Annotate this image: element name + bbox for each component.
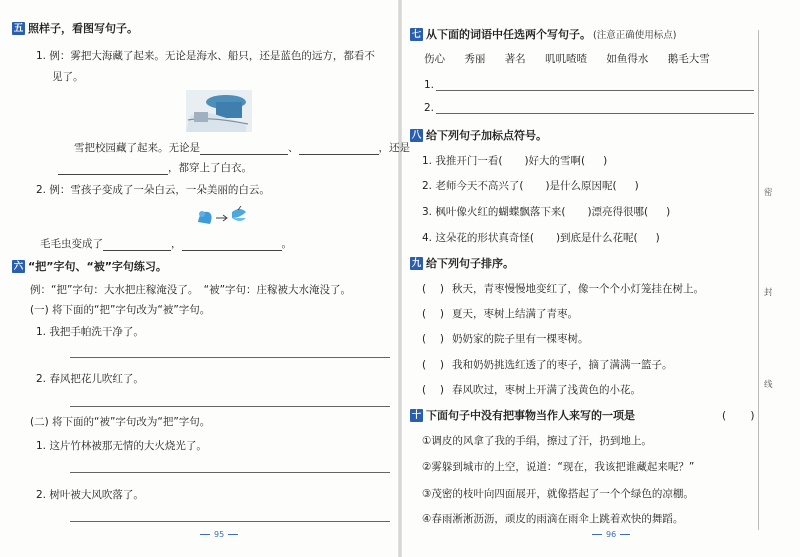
blank-1[interactable] (200, 143, 288, 155)
section-8-badge: 八 (411, 129, 422, 141)
section-7-heading (410, 26, 676, 42)
sec6-part2-instruction: (二) 将下面的“被”字句改为“把”字句。 (30, 416, 211, 428)
sec6-p1-q1: 1. 我把手帕洗干净了。 (36, 326, 144, 338)
sec10-option-3: ③茂密的枝叶向四面展开，就像搭起了一个个绿色的凉棚。 (422, 488, 694, 500)
blank-2[interactable] (299, 143, 379, 155)
sec5-q1-line1: 1. 例：雾把大海藏了起来。无论是海水、船只，还是蓝色的远方，都看不 (36, 50, 375, 62)
section-5-badge: 五 (13, 22, 24, 34)
binding-mark-2: 封 (764, 288, 773, 298)
sec7-answer-line-1[interactable] (436, 90, 754, 91)
section-6-badge: 六 (13, 260, 24, 272)
sec9-item-1: ( ) 秋天，青枣慢慢地变红了，像一个个小灯笼挂在树上。 (422, 283, 704, 295)
sec6-part1-instruction: (一) 将下面的“把”字句改为“被”字句。 (30, 304, 211, 316)
answer-line-3[interactable] (70, 472, 390, 473)
word-1: 伤心 (424, 53, 445, 65)
sec10-option-1: ①调皮的风拿了我的手绢，擦过了汗，扔到地上。 (422, 435, 652, 447)
sec5-q1-end: ，都穿上了白衣。 (168, 162, 252, 174)
section-5-heading (12, 20, 138, 36)
binding-mark-1: 密 (764, 188, 773, 198)
order-paren[interactable]: ( ) (422, 359, 445, 371)
section-5-title: 照样子，看图写句子。 (28, 22, 138, 35)
sec10-option-2: ②雾躲到城市的上空，说道：“现在，我该把谁藏起来呢？” (422, 461, 695, 473)
answer-line-2[interactable] (70, 406, 390, 407)
word-bank (424, 51, 710, 66)
sec5-q1-sep2: ，还是 (378, 142, 410, 154)
sec6-p2-q1: 1. 这片竹林被那无情的大火烧光了。 (36, 440, 207, 452)
word-4: 叽叽喳喳 (545, 53, 588, 65)
sec9-item-4: ( ) 我和奶奶挑选红透了的枣子，摘了满满一篮子。 (422, 359, 673, 371)
sec5-q2-end: 。 (281, 238, 292, 250)
sec8-q2: 2. 老师今天不高兴了( )是什么原因呢( ) (422, 180, 639, 192)
section-10-title: 下面句子中没有把事物当作人来写的一项是 (426, 409, 635, 422)
section-10-heading (410, 407, 635, 423)
section-9-heading (410, 255, 514, 271)
blank-4[interactable] (103, 239, 171, 251)
sec6-example: 例：“把”字句：大水把庄稼淹没了。 “被”字句：庄稼被大水淹没了。 (30, 284, 352, 296)
sec5-q1-fill-row2 (58, 160, 252, 175)
section-8-title: 给下列句子加标点符号。 (426, 129, 547, 142)
caterpillar-to-butterfly-picture (194, 204, 250, 228)
word-3: 著名 (504, 53, 526, 65)
sec10-option-4: ④春雨淅淅沥沥，顽皮的雨滴在雨伞上跳着欢快的舞蹈。 (422, 513, 684, 525)
snowy-school-picture (186, 90, 252, 132)
sec5-q1-fill-row1 (74, 140, 410, 155)
sec7-line2-label: 2. (424, 102, 435, 114)
order-paren[interactable]: ( ) (422, 283, 445, 295)
sec5-q2-fill (40, 236, 292, 251)
section-9-badge: 九 (411, 257, 422, 269)
binding-line (758, 30, 759, 530)
right-page-number: 96 (588, 530, 634, 539)
order-paren[interactable]: ( ) (422, 384, 445, 396)
blank-5[interactable] (182, 239, 282, 251)
section-7-badge: 七 (411, 28, 422, 40)
sec7-answer-line-2[interactable] (436, 113, 754, 114)
section-8-heading (410, 127, 547, 143)
sec8-q4: 4. 这朵花的形状真奇怪( )到底是什么花呢( ) (422, 232, 660, 244)
sec9-item-3: ( ) 奶奶家的院子里有一棵枣树。 (422, 333, 589, 345)
sec5-q2-sep: ， (171, 238, 182, 250)
sec5-q2-line: 2. 例：雪孩子变成了一朵白云，一朵美丽的白云。 (36, 184, 270, 196)
sec5-q1-sep1: 、 (288, 142, 299, 154)
word-6: 鹅毛大雪 (667, 53, 710, 65)
sec5-q1-fill-a: 雪把校园藏了起来。无论是 (74, 142, 200, 154)
answer-line-4[interactable] (70, 521, 390, 522)
sec6-p2-q2: 2. 树叶被大风吹落了。 (36, 489, 144, 501)
answer-line-1[interactable] (70, 357, 390, 358)
section-7-title: 从下面的词语中任选两个写句子。 (426, 28, 591, 41)
section-6-title: “把”字句、“被”字句练习。 (28, 260, 167, 273)
sec8-q3: 3. 枫叶像火红的蝴蝶飘落下来( )漂亮得很哪( ) (422, 206, 671, 218)
sec5-q1-line2: 见了。 (52, 71, 84, 83)
left-page-number: 95 (196, 530, 242, 539)
sec9-item-5: ( ) 春风吹过，枣树上开满了浅黄色的小花。 (422, 384, 641, 396)
section-10-badge: 十 (411, 409, 422, 421)
section-9-title: 给下列句子排序。 (426, 257, 514, 270)
right-page (402, 0, 800, 557)
sec7-line1-label: 1. (424, 79, 435, 91)
sec5-q2-fill-a: 毛毛虫变成了 (40, 238, 103, 250)
binding-mark-3: 线 (764, 380, 773, 390)
section-6-heading (12, 258, 167, 274)
section-7-note: (注意正确使用标点) (593, 30, 677, 41)
order-paren[interactable]: ( ) (422, 308, 445, 320)
sec9-item-2: ( ) 夏天，枣树上结满了青枣。 (422, 308, 578, 320)
word-5: 如鱼得水 (606, 53, 649, 65)
blank-3[interactable] (58, 163, 168, 175)
sec10-answer-paren[interactable]: ( ) (722, 410, 755, 422)
sec6-p1-q2: 2. 春风把花儿吹红了。 (36, 373, 144, 385)
sec8-q1: 1. 我推开门一看( )好大的雪啊( ) (422, 155, 608, 167)
order-paren[interactable]: ( ) (422, 333, 445, 345)
word-2: 秀丽 (464, 53, 486, 65)
